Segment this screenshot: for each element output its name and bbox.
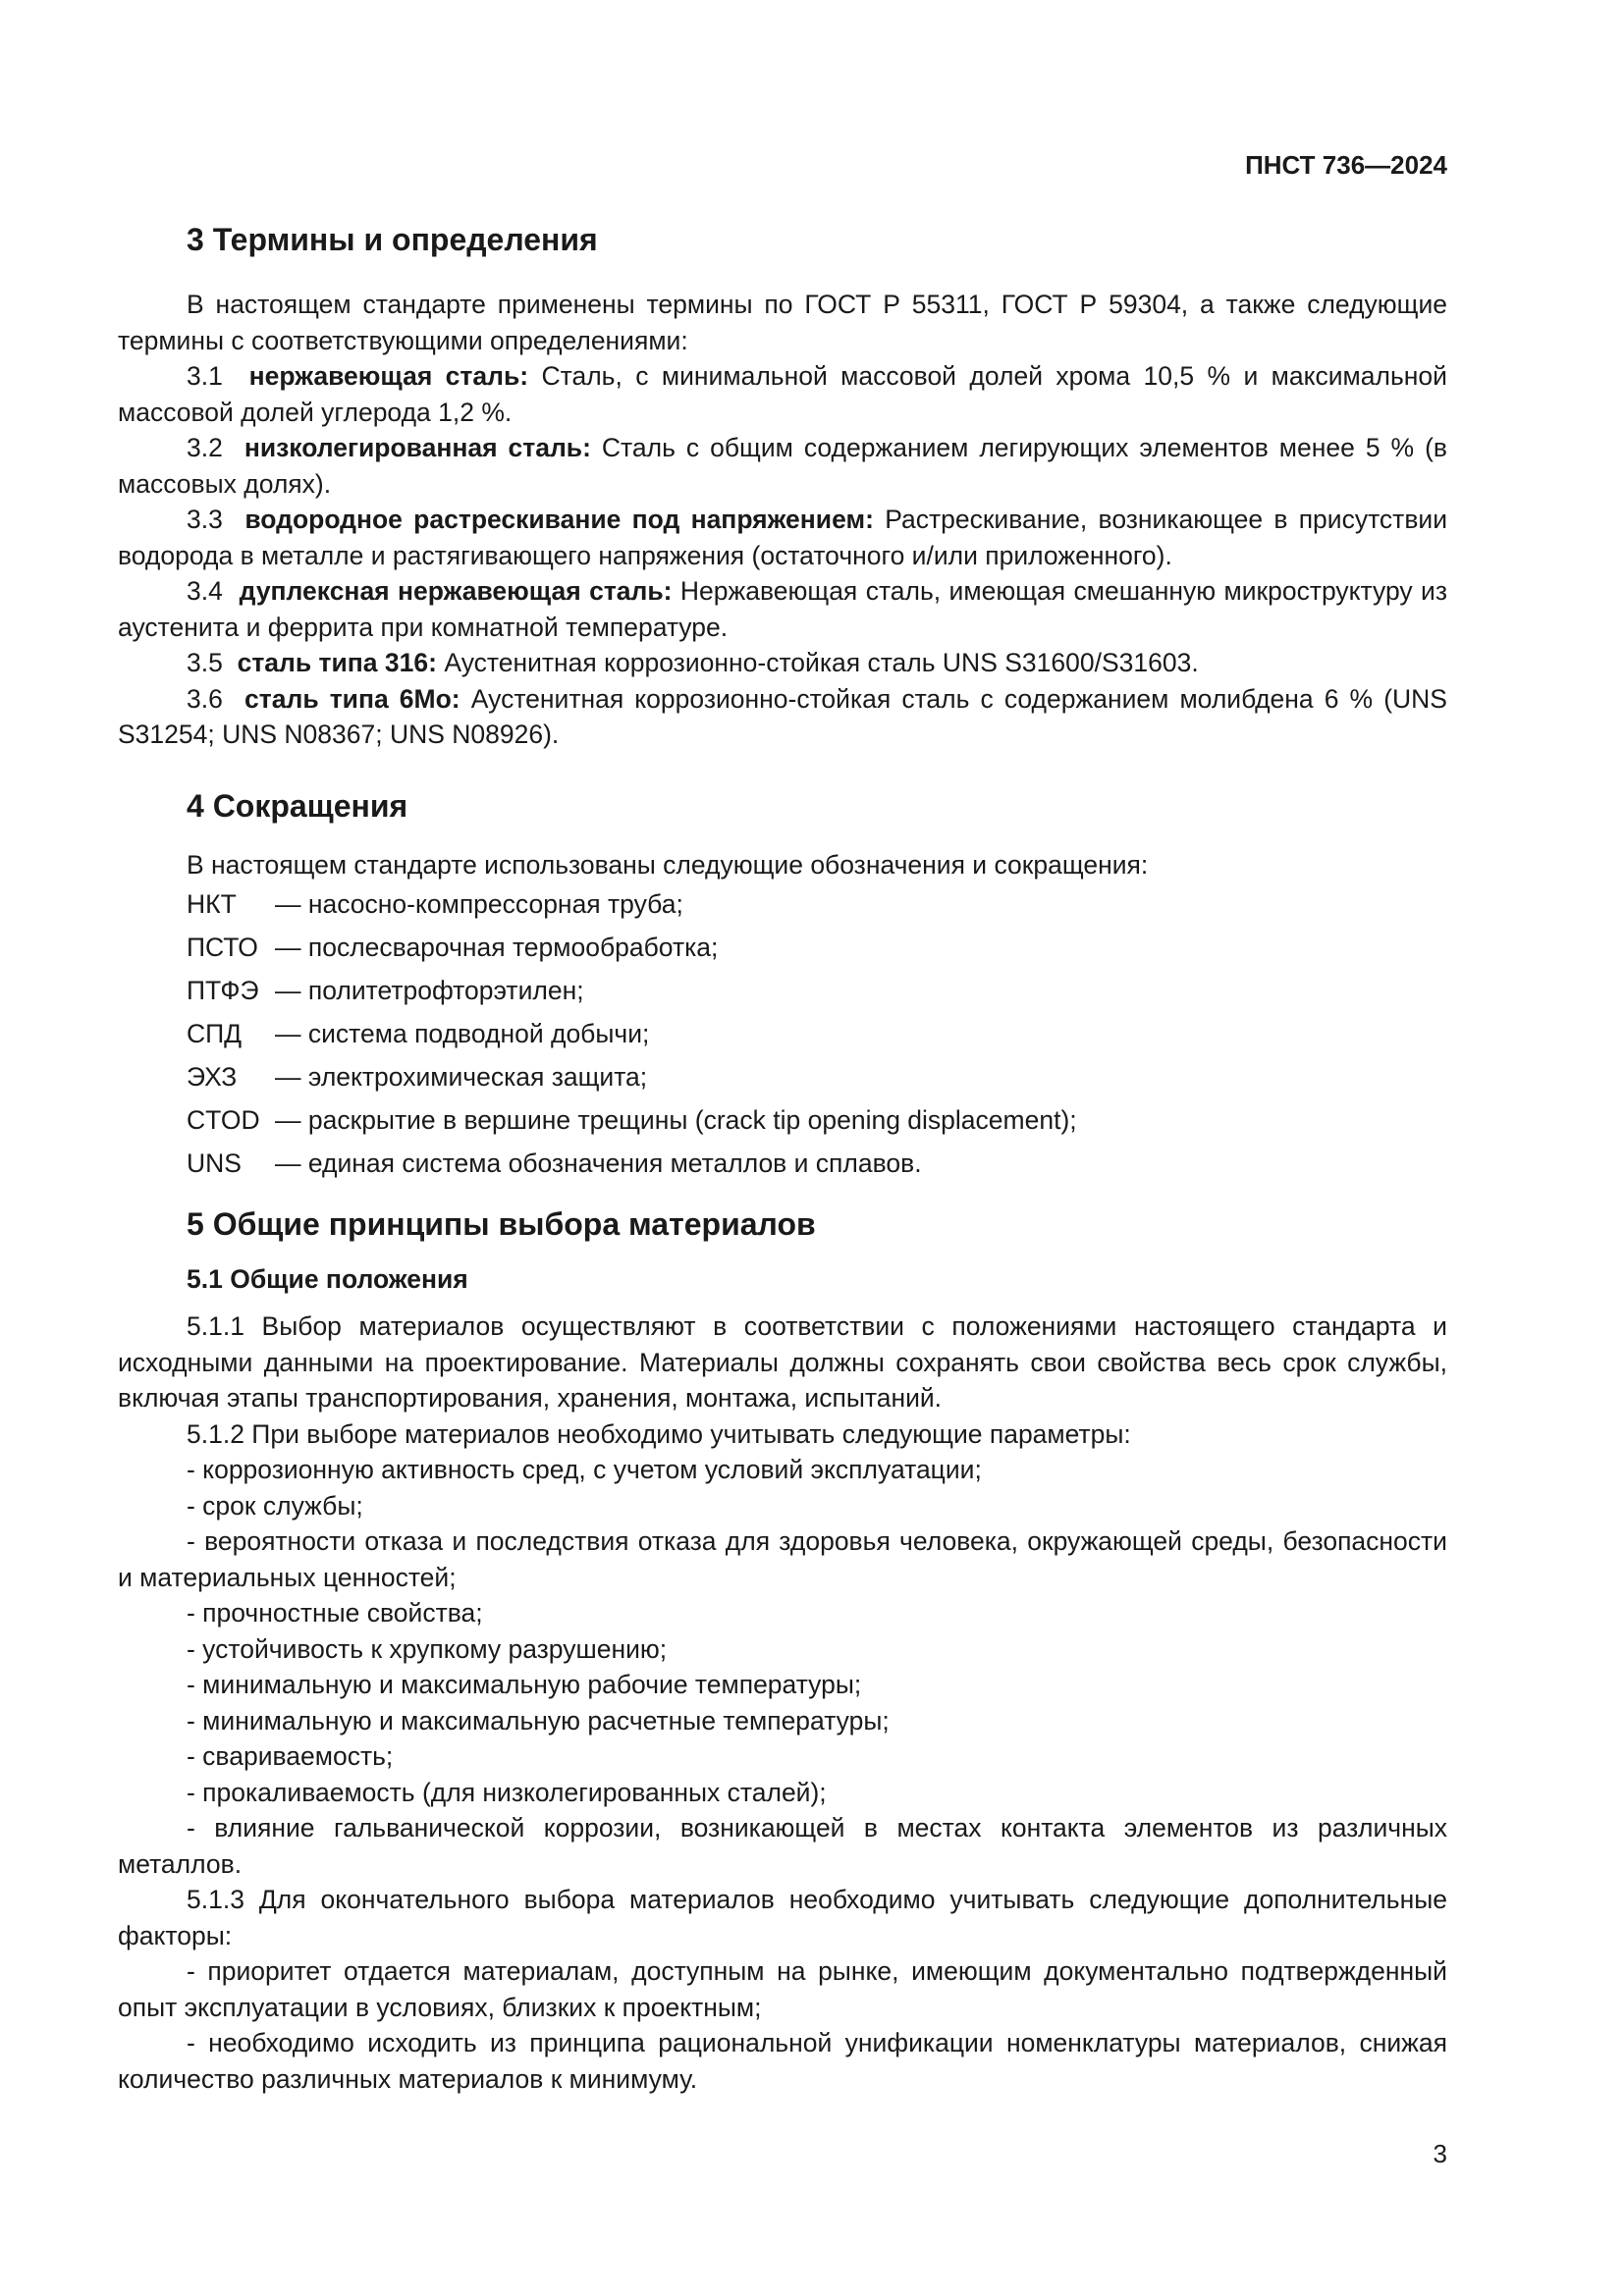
abbreviation-dash: —: [275, 1018, 301, 1048]
list-item: - приоритет отдается материалам, доступным на рынке, имеющим документально подтвержденный опыт эксплуатации в условиях, близких к проектным;: [118, 1956, 1447, 2022]
abbreviation-dash: —: [275, 1104, 301, 1135]
term-item: 3.1 нержавеющая сталь: Сталь, с минимальной массовой долей хрома 10,5 % и максимальной массовой долей углерода 1,2 %.: [118, 361, 1447, 427]
abbreviation-definition: послесварочная термообработка;: [307, 932, 719, 962]
abbreviation-definition: система подводной добычи;: [307, 1018, 650, 1048]
abbreviation-row: [118, 969, 1447, 1012]
term-item: 3.2 низколегированная сталь: Сталь с общим содержанием легирующих элементов менее 5 % (в массовых долях).: [118, 433, 1447, 499]
abbreviation-dash: —: [275, 932, 301, 962]
abbreviation-dash: —: [275, 1061, 301, 1092]
abbreviation-row: [118, 926, 1447, 969]
abbreviation-code: ПСТО: [187, 932, 258, 962]
abbreviation-definition: единая система обозначения металлов и сплавов.: [307, 1148, 922, 1178]
list-item: - устойчивость к хрупкому разрушению;: [187, 1633, 668, 1664]
list-item: - срок службы;: [187, 1490, 363, 1521]
term-item: 3.5 сталь типа 316: Аустенитная коррозионно-стойкая сталь UNS S31600/S31603.: [187, 648, 1199, 677]
list-item: - свариваемость;: [187, 1741, 394, 1771]
abbreviation-code: ЭХЗ: [187, 1061, 238, 1092]
section-5-heading: 5 Общие принципы выбора материалов: [187, 1206, 816, 1242]
abbreviation-dash: —: [275, 975, 301, 1005]
list-item: - влияние гальванической коррозии, возникающей в местах контакта элементов из различных металлов.: [118, 1813, 1447, 1879]
section-4-heading: 4 Сокращения: [187, 787, 408, 824]
term-name: водородное растрескивание под напряжением:: [244, 505, 874, 534]
abbreviation-row: [118, 1012, 1447, 1055]
subsection-5-1-heading: 5.1 Общие положения: [187, 1264, 468, 1294]
document-id: ПНСТ 736—2024: [1245, 150, 1447, 180]
abbreviation-code: СПД: [187, 1018, 243, 1048]
abbreviation-definition: электрохимическая защита;: [307, 1061, 648, 1092]
page-content: [118, 220, 1447, 2097]
term-name: нержавеющая сталь:: [248, 361, 529, 391]
abbreviation-definition: политетрофторэтилен;: [307, 975, 584, 1005]
abbreviation-row: [118, 882, 1447, 926]
term-definition: Нержавеющая сталь, имеющая смешанную микроструктуру из аустенита и феррита при комнатной температуре.: [118, 576, 1447, 642]
abbreviation-row: [118, 1142, 1447, 1185]
list-item: - минимальную и максимальную расчетные температуры;: [187, 1705, 890, 1735]
paragraph-5-1-2: 5.1.2 При выборе материалов необходимо учитывать следующие параметры:: [187, 1418, 1131, 1449]
term-name: дуплексная нержавеющая сталь:: [239, 576, 673, 606]
abbreviation-code: НКТ: [187, 888, 237, 919]
section-4-intro: В настоящем стандарте использованы следующие обозначения и сокращения:: [187, 849, 1149, 880]
abbreviation-definition: раскрытие в вершине трещины (crack tip opening displacement);: [307, 1104, 1077, 1135]
list-item: - коррозионную активность сред, с учетом условий эксплуатации;: [187, 1455, 982, 1484]
abbreviation-code: UNS: [187, 1148, 242, 1178]
list-item: - прочностные свойства;: [187, 1598, 483, 1628]
abbreviation-dash: —: [275, 888, 301, 919]
term-name: сталь типа 6Mo:: [244, 683, 460, 714]
abbreviation-code: ПТФЭ: [187, 975, 259, 1005]
list-item: - необходимо исходить из принципа рациональной унификации номенклатуры материалов, снижая количество различных материалов к минимуму.: [118, 2028, 1447, 2094]
term-definition: Сталь, с минимальной массовой долей хрома 10,5 % и максимальной массовой долей углерода 1,2 %.: [118, 361, 1447, 427]
list-item: - прокаливаемость (для низколегированных сталей);: [187, 1777, 827, 1807]
section-3-heading: 3 Термины и определения: [187, 222, 598, 257]
term-definition: Растрескивание, возникающее в присутствии водорода в металле и растягивающего напряжения (остаточного и/или приложенного).: [118, 505, 1447, 570]
terms-list: [118, 358, 1447, 753]
abbreviations-list: [118, 882, 1447, 1185]
term-definition: Сталь с общим содержанием легирующих элементов менее 5 % (в массовых долях).: [118, 433, 1447, 499]
abbreviation-row: [118, 1098, 1447, 1142]
term-name: сталь типа 316:: [237, 648, 437, 677]
list-item: - минимальную и максимальную рабочие температуры;: [187, 1670, 862, 1699]
term-item: 3.4 дуплексная нержавеющая сталь: Нержавеющая сталь, имеющая смешанную микроструктуру из аустенита и феррита при комнатной температуре.: [118, 576, 1447, 642]
page-number: 3: [1433, 2139, 1447, 2168]
term-definition: Аустенитная коррозионно-стойкая сталь UNS S31600/S31603.: [444, 648, 1199, 677]
paragraph-5-1-3: 5.1.3 Для окончательного выбора материалов необходимо учитывать следующие дополнительные факторы:: [118, 1885, 1447, 1950]
term-definition: Аустенитная коррозионно-стойкая сталь с содержанием молибдена 6 % (UNS S31254; UNS N08367; UNS N08926).: [118, 683, 1447, 749]
abbreviation-dash: —: [275, 1148, 301, 1178]
paragraph-5-1-1: 5.1.1 Выбор материалов осуществляют в соответствии с положениями настоящего стандарта и исходными данными на проектирование. Материалы должны сохранять свои свойства весь срок службы, включая этапы транспортирования, хранения, монтажа, испытаний.: [118, 1311, 1447, 1413]
term-item: 3.3 водородное растрескивание под напряжением: Растрескивание, возникающее в присутствии водорода в металле и растягивающего напряжения (остаточного и/или приложенного).: [118, 505, 1447, 570]
abbreviation-row: [118, 1055, 1447, 1098]
section-3-intro: В настоящем стандарте применены термины по ГОСТ Р 55311, ГОСТ Р 59304, а также следующие термины с соответствующими определениями:: [118, 290, 1447, 355]
term-name: низколегированная сталь:: [244, 433, 591, 462]
abbreviation-definition: насосно-компрессорная труба;: [307, 888, 683, 919]
list-item: - вероятности отказа и последствия отказа для здоровья человека, окружающей среды, безопасности и материальных ценностей;: [118, 1526, 1447, 1592]
parameters-list: [118, 1452, 1447, 1882]
factors-list: [118, 1953, 1447, 2097]
abbreviation-code: CTOD: [187, 1104, 260, 1135]
term-item: 3.6 сталь типа 6Mo: Аустенитная коррозионно-стойкая сталь с содержанием молибдена 6 % (UNS S31254; UNS N08367; UNS N08926).: [118, 683, 1447, 749]
